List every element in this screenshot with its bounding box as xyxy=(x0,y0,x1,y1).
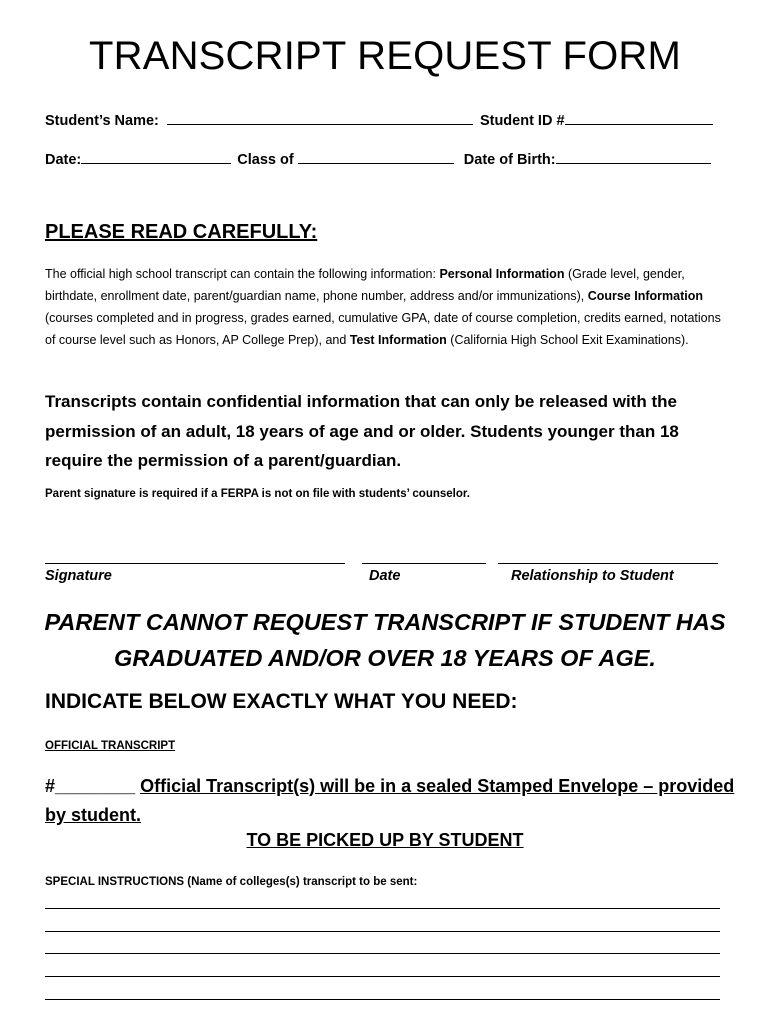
dob-field[interactable] xyxy=(556,149,711,164)
official-transcript-line xyxy=(45,772,745,830)
signature-date-label: Date xyxy=(369,568,401,584)
test-info-label: Test Information xyxy=(349,333,447,347)
parent-warning: PARENT CANNOT REQUEST TRANSCRIPT IF STUDENT HAS GRADUATED AND/OR OVER 18 YEARS OF AGE. xyxy=(44,609,726,671)
relationship-label: Relationship to Student xyxy=(511,568,674,584)
info-intro: The official high school transcript can contain the following information: xyxy=(45,267,440,281)
official-transcript-label: OFFICIAL TRANSCRIPT xyxy=(45,740,176,752)
course-info-text: (courses completed and in progress, grades earned, cumulative GPA, date of course completion, credits earned, notations of course level such as Honors, AP College Prep), and xyxy=(45,311,721,347)
personal-info-label: Personal Information xyxy=(439,267,565,281)
instructions-line[interactable] xyxy=(45,975,720,977)
page-title: TRANSCRIPT REQUEST FORM xyxy=(88,34,682,78)
indicate-heading: INDICATE BELOW EXACTLY WHAT YOU NEED: xyxy=(45,690,518,713)
test-info-text: (California High School Exit Examinations). xyxy=(446,333,689,347)
signature-date-field[interactable] xyxy=(362,562,486,564)
instructions-line[interactable] xyxy=(45,998,720,1000)
instructions-line[interactable] xyxy=(45,930,720,932)
date-label: Date: xyxy=(45,152,82,168)
student-name-label: Student’s Name: xyxy=(45,113,159,129)
special-instructions-label: SPECIAL INSTRUCTIONS (Name of colleges(s) transcript to be sent: xyxy=(45,876,418,888)
class-of-label: Class of xyxy=(237,152,294,168)
class-of-field[interactable] xyxy=(298,149,454,164)
official-transcript-text: Official Transcript(s) will be in a sealed Stamped Envelope – provided by student. xyxy=(45,776,735,825)
quantity-field[interactable]: #________ xyxy=(45,776,141,796)
student-name-field[interactable] xyxy=(167,110,473,125)
ferpa-note: Parent signature is required if a FERPA is not on file with students’ counselor. xyxy=(45,488,470,500)
confidential-notice: Transcripts contain confidential information that can only be released with the permission of an adult, 18 years of age and or older. Students younger than 18 require the permission of a parent/guardian. xyxy=(45,392,679,470)
personal-info-text: (Grade level, gender, birthdate, enrollment date, parent/guardian name, phone number, address and/or immunizations), xyxy=(45,267,685,303)
pickup-note: TO BE PICKED UP BY STUDENT xyxy=(246,830,524,850)
student-id-label: Student ID # xyxy=(479,113,565,129)
instructions-line[interactable] xyxy=(45,952,720,954)
dob-label: Date of Birth: xyxy=(463,152,556,168)
signature-label: Signature xyxy=(45,568,112,584)
date-class-dob-row xyxy=(45,149,711,168)
date-field[interactable] xyxy=(81,149,231,164)
student-id-field[interactable] xyxy=(565,110,713,125)
relationship-field[interactable] xyxy=(498,562,718,564)
instructions-line[interactable] xyxy=(45,907,720,909)
section-heading: PLEASE READ CAREFULLY: xyxy=(45,221,318,243)
info-paragraph xyxy=(45,263,725,351)
signature-field[interactable] xyxy=(45,562,345,564)
course-info-label: Course Information xyxy=(587,289,703,303)
name-id-row xyxy=(45,110,713,129)
